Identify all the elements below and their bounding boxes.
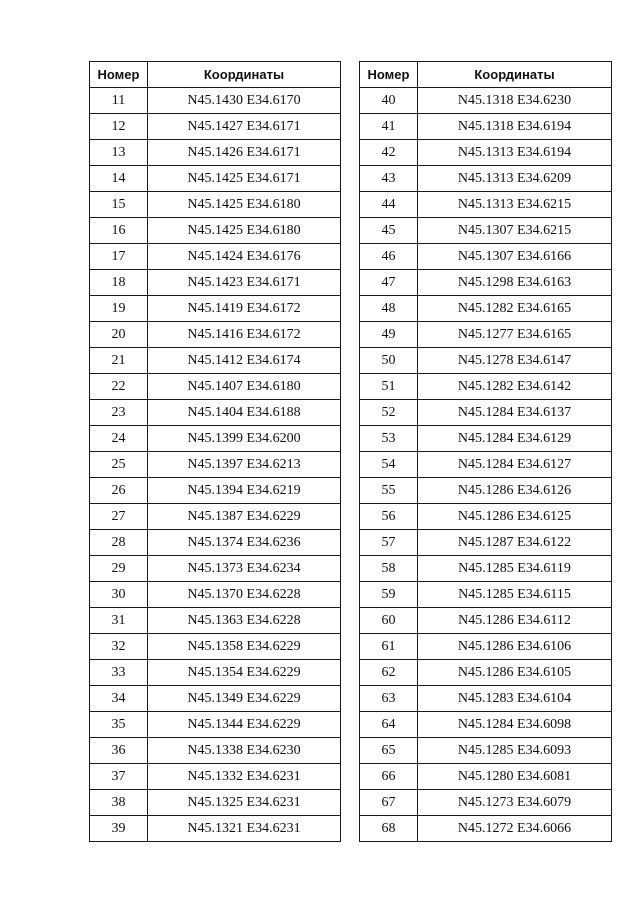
table-row bbox=[360, 270, 612, 296]
point-coordinates: N45.1427 E34.6171 bbox=[148, 114, 341, 140]
point-coordinates: N45.1298 E34.6163 bbox=[418, 270, 612, 296]
table-row bbox=[360, 764, 612, 790]
point-number: 17 bbox=[90, 244, 148, 270]
point-number: 53 bbox=[360, 426, 418, 452]
point-coordinates: N45.1358 E34.6229 bbox=[148, 634, 341, 660]
point-coordinates: N45.1373 E34.6234 bbox=[148, 556, 341, 582]
point-coordinates: N45.1425 E34.6171 bbox=[148, 166, 341, 192]
table-row bbox=[90, 478, 341, 504]
table-row bbox=[90, 88, 341, 114]
table-row bbox=[360, 556, 612, 582]
point-coordinates: N45.1307 E34.6166 bbox=[418, 244, 612, 270]
point-coordinates: N45.1313 E34.6215 bbox=[418, 192, 612, 218]
point-number: 67 bbox=[360, 790, 418, 816]
point-coordinates: N45.1387 E34.6229 bbox=[148, 504, 341, 530]
table-row bbox=[90, 296, 341, 322]
table-row bbox=[90, 556, 341, 582]
point-number: 19 bbox=[90, 296, 148, 322]
table-row bbox=[90, 816, 341, 842]
point-coordinates: N45.1282 E34.6142 bbox=[418, 374, 612, 400]
point-coordinates: N45.1430 E34.6170 bbox=[148, 88, 341, 114]
point-coordinates: N45.1318 E34.6194 bbox=[418, 114, 612, 140]
table-row bbox=[360, 582, 612, 608]
table-row bbox=[360, 790, 612, 816]
table-row bbox=[90, 426, 341, 452]
table-row bbox=[90, 790, 341, 816]
table-row bbox=[90, 504, 341, 530]
point-number: 35 bbox=[90, 712, 148, 738]
table-row bbox=[360, 296, 612, 322]
point-coordinates: N45.1424 E34.6176 bbox=[148, 244, 341, 270]
point-coordinates: N45.1425 E34.6180 bbox=[148, 192, 341, 218]
point-number: 30 bbox=[90, 582, 148, 608]
point-coordinates: N45.1273 E34.6079 bbox=[418, 790, 612, 816]
coordinates-table-left bbox=[89, 61, 341, 842]
point-number: 16 bbox=[90, 218, 148, 244]
point-coordinates: N45.1344 E34.6229 bbox=[148, 712, 341, 738]
table-row bbox=[360, 660, 612, 686]
table-row bbox=[360, 686, 612, 712]
table-row bbox=[90, 348, 341, 374]
table-row bbox=[90, 712, 341, 738]
point-coordinates: N45.1419 E34.6172 bbox=[148, 296, 341, 322]
table-row bbox=[90, 400, 341, 426]
point-coordinates: N45.1332 E34.6231 bbox=[148, 764, 341, 790]
table-row bbox=[90, 452, 341, 478]
table-row bbox=[360, 478, 612, 504]
point-coordinates: N45.1285 E34.6093 bbox=[418, 738, 612, 764]
table-row bbox=[90, 322, 341, 348]
point-number: 55 bbox=[360, 478, 418, 504]
point-number: 21 bbox=[90, 348, 148, 374]
table-row bbox=[90, 218, 341, 244]
point-number: 45 bbox=[360, 218, 418, 244]
table-body-left bbox=[90, 88, 341, 842]
table-row bbox=[360, 192, 612, 218]
point-number: 52 bbox=[360, 400, 418, 426]
point-number: 60 bbox=[360, 608, 418, 634]
point-coordinates: N45.1363 E34.6228 bbox=[148, 608, 341, 634]
point-coordinates: N45.1338 E34.6230 bbox=[148, 738, 341, 764]
table-row bbox=[90, 660, 341, 686]
point-number: 23 bbox=[90, 400, 148, 426]
point-number: 27 bbox=[90, 504, 148, 530]
point-number: 42 bbox=[360, 140, 418, 166]
point-coordinates: N45.1284 E34.6137 bbox=[418, 400, 612, 426]
table-row bbox=[360, 218, 612, 244]
point-coordinates: N45.1313 E34.6209 bbox=[418, 166, 612, 192]
point-number: 11 bbox=[90, 88, 148, 114]
table-body-right bbox=[360, 88, 612, 842]
table-row bbox=[360, 426, 612, 452]
point-number: 20 bbox=[90, 322, 148, 348]
point-coordinates: N45.1349 E34.6229 bbox=[148, 686, 341, 712]
point-coordinates: N45.1286 E34.6125 bbox=[418, 504, 612, 530]
point-coordinates: N45.1425 E34.6180 bbox=[148, 218, 341, 244]
point-number: 43 bbox=[360, 166, 418, 192]
point-number: 33 bbox=[90, 660, 148, 686]
table-row bbox=[90, 374, 341, 400]
point-coordinates: N45.1283 E34.6104 bbox=[418, 686, 612, 712]
point-coordinates: N45.1278 E34.6147 bbox=[418, 348, 612, 374]
point-number: 22 bbox=[90, 374, 148, 400]
table-row bbox=[360, 608, 612, 634]
point-number: 47 bbox=[360, 270, 418, 296]
point-coordinates: N45.1407 E34.6180 bbox=[148, 374, 341, 400]
point-number: 39 bbox=[90, 816, 148, 842]
table-row bbox=[360, 140, 612, 166]
point-coordinates: N45.1370 E34.6228 bbox=[148, 582, 341, 608]
point-coordinates: N45.1282 E34.6165 bbox=[418, 296, 612, 322]
point-coordinates: N45.1307 E34.6215 bbox=[418, 218, 612, 244]
point-number: 26 bbox=[90, 478, 148, 504]
table-row bbox=[90, 738, 341, 764]
point-number: 15 bbox=[90, 192, 148, 218]
point-number: 36 bbox=[90, 738, 148, 764]
point-number: 28 bbox=[90, 530, 148, 556]
table-row bbox=[360, 348, 612, 374]
table-row bbox=[360, 374, 612, 400]
coordinates-table-right bbox=[359, 61, 612, 842]
point-coordinates: N45.1321 E34.6231 bbox=[148, 816, 341, 842]
table-row bbox=[90, 244, 341, 270]
point-number: 32 bbox=[90, 634, 148, 660]
header-coordinates: Координаты bbox=[148, 62, 341, 88]
table-row bbox=[360, 88, 612, 114]
point-coordinates: N45.1397 E34.6213 bbox=[148, 452, 341, 478]
point-number: 24 bbox=[90, 426, 148, 452]
table-row bbox=[90, 608, 341, 634]
point-number: 61 bbox=[360, 634, 418, 660]
table-row bbox=[90, 764, 341, 790]
point-coordinates: N45.1284 E34.6129 bbox=[418, 426, 612, 452]
table-row bbox=[90, 114, 341, 140]
point-coordinates: N45.1423 E34.6171 bbox=[148, 270, 341, 296]
point-number: 38 bbox=[90, 790, 148, 816]
table-row bbox=[360, 738, 612, 764]
point-coordinates: N45.1313 E34.6194 bbox=[418, 140, 612, 166]
point-number: 34 bbox=[90, 686, 148, 712]
point-number: 66 bbox=[360, 764, 418, 790]
point-coordinates: N45.1277 E34.6165 bbox=[418, 322, 612, 348]
point-number: 13 bbox=[90, 140, 148, 166]
point-coordinates: N45.1272 E34.6066 bbox=[418, 816, 612, 842]
table-row bbox=[360, 816, 612, 842]
point-number: 12 bbox=[90, 114, 148, 140]
point-coordinates: N45.1285 E34.6119 bbox=[418, 556, 612, 582]
header-number: Номер bbox=[360, 62, 418, 88]
point-number: 68 bbox=[360, 816, 418, 842]
point-number: 50 bbox=[360, 348, 418, 374]
table-row bbox=[90, 192, 341, 218]
point-coordinates: N45.1374 E34.6236 bbox=[148, 530, 341, 556]
table-row bbox=[90, 270, 341, 296]
header-coordinates: Координаты bbox=[418, 62, 612, 88]
table-header-row bbox=[90, 62, 341, 88]
point-number: 64 bbox=[360, 712, 418, 738]
point-coordinates: N45.1354 E34.6229 bbox=[148, 660, 341, 686]
table-row bbox=[90, 634, 341, 660]
point-number: 65 bbox=[360, 738, 418, 764]
table-row bbox=[360, 504, 612, 530]
point-coordinates: N45.1286 E34.6105 bbox=[418, 660, 612, 686]
table-row bbox=[90, 686, 341, 712]
point-coordinates: N45.1404 E34.6188 bbox=[148, 400, 341, 426]
point-coordinates: N45.1287 E34.6122 bbox=[418, 530, 612, 556]
point-coordinates: N45.1318 E34.6230 bbox=[418, 88, 612, 114]
point-coordinates: N45.1426 E34.6171 bbox=[148, 140, 341, 166]
point-coordinates: N45.1286 E34.6112 bbox=[418, 608, 612, 634]
table-row bbox=[360, 322, 612, 348]
table-row bbox=[90, 530, 341, 556]
point-number: 31 bbox=[90, 608, 148, 634]
table-row bbox=[360, 452, 612, 478]
point-coordinates: N45.1284 E34.6127 bbox=[418, 452, 612, 478]
point-number: 56 bbox=[360, 504, 418, 530]
table-row bbox=[360, 166, 612, 192]
point-coordinates: N45.1325 E34.6231 bbox=[148, 790, 341, 816]
point-number: 48 bbox=[360, 296, 418, 322]
point-coordinates: N45.1285 E34.6115 bbox=[418, 582, 612, 608]
point-coordinates: N45.1280 E34.6081 bbox=[418, 764, 612, 790]
header-number: Номер bbox=[90, 62, 148, 88]
table-row bbox=[360, 712, 612, 738]
point-number: 37 bbox=[90, 764, 148, 790]
point-coordinates: N45.1286 E34.6126 bbox=[418, 478, 612, 504]
table-row bbox=[360, 114, 612, 140]
point-number: 49 bbox=[360, 322, 418, 348]
point-coordinates: N45.1416 E34.6172 bbox=[148, 322, 341, 348]
point-number: 54 bbox=[360, 452, 418, 478]
table-row bbox=[360, 634, 612, 660]
table-row bbox=[90, 582, 341, 608]
point-number: 59 bbox=[360, 582, 418, 608]
point-number: 58 bbox=[360, 556, 418, 582]
table-row bbox=[360, 530, 612, 556]
table-row bbox=[90, 166, 341, 192]
point-number: 29 bbox=[90, 556, 148, 582]
table-row bbox=[90, 140, 341, 166]
point-number: 62 bbox=[360, 660, 418, 686]
point-number: 18 bbox=[90, 270, 148, 296]
point-number: 25 bbox=[90, 452, 148, 478]
point-coordinates: N45.1394 E34.6219 bbox=[148, 478, 341, 504]
point-coordinates: N45.1286 E34.6106 bbox=[418, 634, 612, 660]
point-number: 41 bbox=[360, 114, 418, 140]
table-row bbox=[360, 400, 612, 426]
point-number: 40 bbox=[360, 88, 418, 114]
point-coordinates: N45.1399 E34.6200 bbox=[148, 426, 341, 452]
point-number: 46 bbox=[360, 244, 418, 270]
point-coordinates: N45.1284 E34.6098 bbox=[418, 712, 612, 738]
point-coordinates: N45.1412 E34.6174 bbox=[148, 348, 341, 374]
point-number: 14 bbox=[90, 166, 148, 192]
point-number: 57 bbox=[360, 530, 418, 556]
point-number: 44 bbox=[360, 192, 418, 218]
table-header-row bbox=[360, 62, 612, 88]
table-row bbox=[360, 244, 612, 270]
point-number: 51 bbox=[360, 374, 418, 400]
point-number: 63 bbox=[360, 686, 418, 712]
